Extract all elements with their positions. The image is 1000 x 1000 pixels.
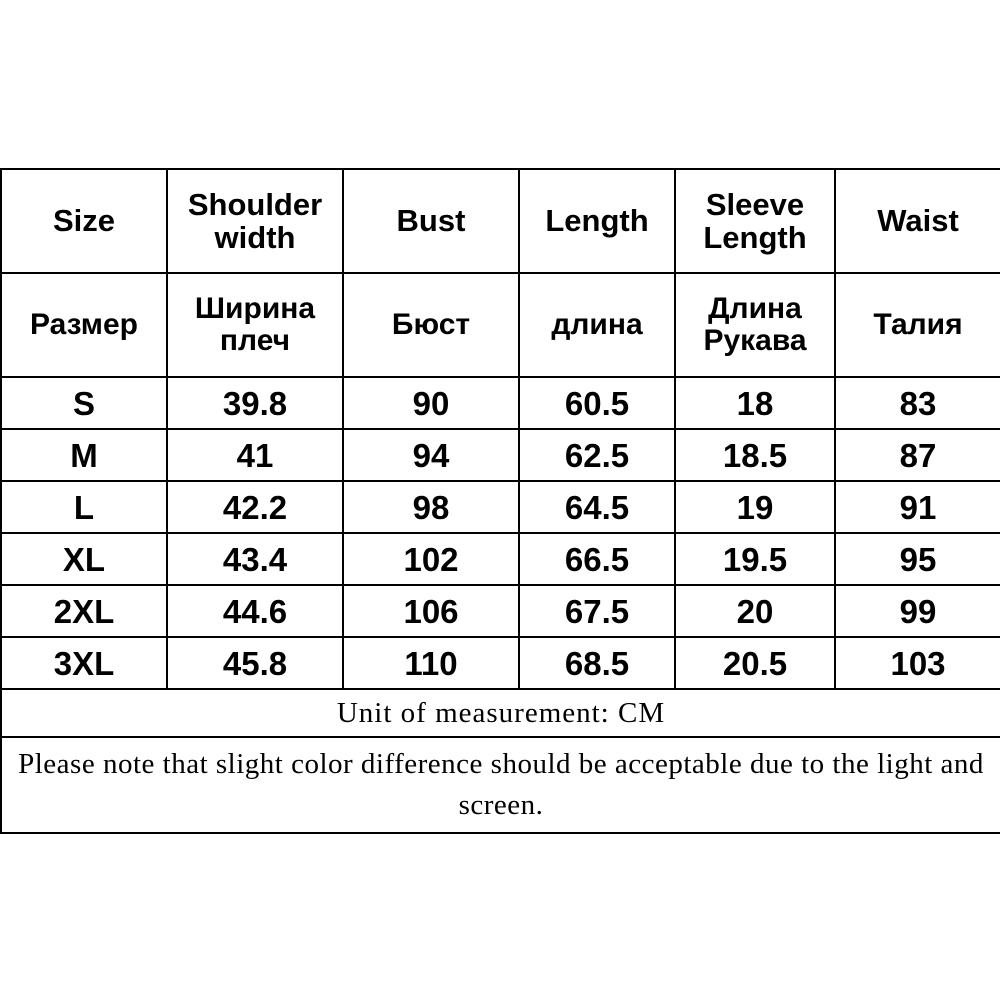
header-length-ru: длина [519, 273, 675, 377]
cell-bust: 106 [343, 585, 519, 637]
cell-shoulder: 39.8 [167, 377, 343, 429]
cell-bust: 90 [343, 377, 519, 429]
cell-sleeve: 19.5 [675, 533, 835, 585]
cell-waist: 95 [835, 533, 1000, 585]
cell-waist: 99 [835, 585, 1000, 637]
header-row-russian [1, 273, 1000, 377]
cell-size: 2XL [1, 585, 167, 637]
cell-sleeve: 19 [675, 481, 835, 533]
unit-of-measurement-note: Unit of measurement: CM [1, 689, 1000, 737]
cell-size: L [1, 481, 167, 533]
cell-bust: 110 [343, 637, 519, 689]
cell-waist: 87 [835, 429, 1000, 481]
cell-sleeve: 20.5 [675, 637, 835, 689]
table-body [1, 377, 1000, 689]
header-bust-ru: Бюст [343, 273, 519, 377]
header-shoulder-width-ru: Ширина плеч [167, 273, 343, 377]
cell-shoulder: 42.2 [167, 481, 343, 533]
table-row [1, 377, 1000, 429]
cell-bust: 94 [343, 429, 519, 481]
header-length-en: Length [519, 169, 675, 273]
header-waist-ru: Талия [835, 273, 1000, 377]
cell-size: M [1, 429, 167, 481]
table-row [1, 481, 1000, 533]
table-footer [1, 689, 1000, 833]
header-shoulder-width-en: Shoulder width [167, 169, 343, 273]
color-note-row [1, 737, 1000, 833]
cell-size: XL [1, 533, 167, 585]
cell-waist: 103 [835, 637, 1000, 689]
header-size-en: Size [1, 169, 167, 273]
cell-waist: 83 [835, 377, 1000, 429]
cell-length: 67.5 [519, 585, 675, 637]
cell-length: 66.5 [519, 533, 675, 585]
color-difference-note: Please note that slight color difference should be acceptable due to the light and screen. [1, 737, 1000, 833]
cell-length: 64.5 [519, 481, 675, 533]
size-chart [0, 168, 1000, 834]
header-bust-en: Bust [343, 169, 519, 273]
cell-sleeve: 18.5 [675, 429, 835, 481]
header-size-ru: Размер [1, 273, 167, 377]
table-row [1, 637, 1000, 689]
cell-length: 60.5 [519, 377, 675, 429]
size-chart-table [0, 168, 1000, 834]
cell-size: 3XL [1, 637, 167, 689]
cell-sleeve: 20 [675, 585, 835, 637]
header-row-english [1, 169, 1000, 273]
cell-waist: 91 [835, 481, 1000, 533]
cell-length: 68.5 [519, 637, 675, 689]
cell-shoulder: 43.4 [167, 533, 343, 585]
cell-length: 62.5 [519, 429, 675, 481]
cell-size: S [1, 377, 167, 429]
cell-bust: 98 [343, 481, 519, 533]
header-waist-en: Waist [835, 169, 1000, 273]
table-row [1, 533, 1000, 585]
cell-sleeve: 18 [675, 377, 835, 429]
cell-shoulder: 41 [167, 429, 343, 481]
unit-note-row [1, 689, 1000, 737]
header-sleeve-length-ru: Длина Рукава [675, 273, 835, 377]
table-header [1, 169, 1000, 377]
cell-shoulder: 45.8 [167, 637, 343, 689]
cell-shoulder: 44.6 [167, 585, 343, 637]
table-row [1, 585, 1000, 637]
header-sleeve-length-en: Sleeve Length [675, 169, 835, 273]
cell-bust: 102 [343, 533, 519, 585]
table-row [1, 429, 1000, 481]
